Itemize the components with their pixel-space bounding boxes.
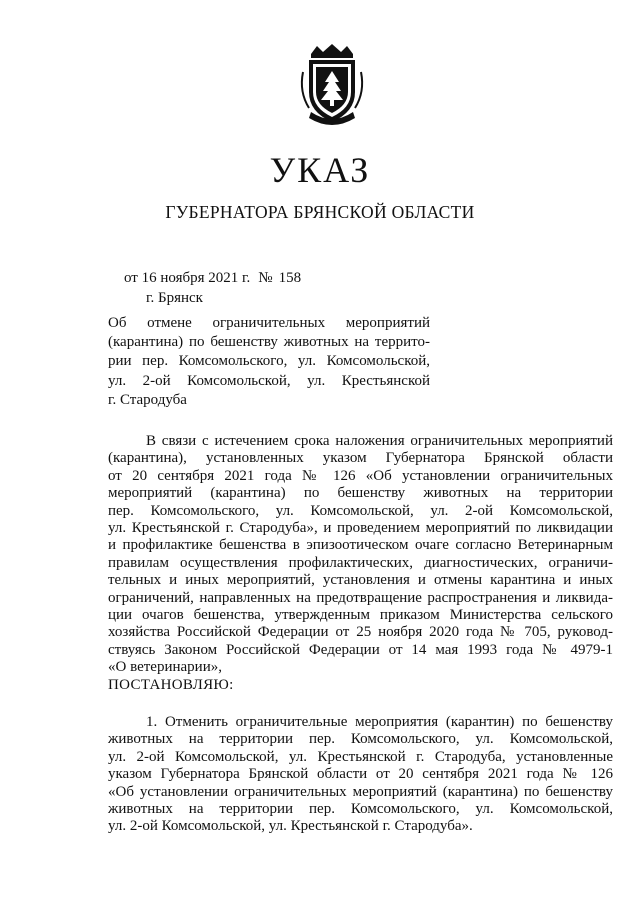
decree-point-1 [108, 714, 613, 836]
number-sign: № [258, 270, 273, 286]
subject-line: г. Стародуба [108, 391, 187, 408]
preamble-line: и профилактике бешенства в эпизоотическом очаге согласно Ветеринарным [108, 537, 613, 554]
point-line: ул. 2-ой Комсомольской, ул. Крестьянской г. Стародуба». [108, 818, 473, 835]
point-line: животных на территории пер. Комсомольского, ул. Комсомольской, [108, 801, 613, 818]
document-subtitle: ГУБЕРНАТОРА БРЯНСКОЙ ОБЛАСТИ [165, 202, 475, 222]
preamble-line: мероприятий (карантина) по бешенству животных на территории [108, 485, 613, 502]
point-line: ул. 2-ой Комсомольской, ул. Крестьянской г. Стародуба, установленные [108, 748, 613, 765]
preamble-line: пер. Комсомольского, ул. Комсомольской, ул. 2-ой Комсомольской, [108, 502, 613, 519]
preamble-paragraph [108, 433, 613, 694]
decree-date: от 16 ноября 2021 г. [124, 270, 251, 286]
decree-date-number [124, 268, 301, 288]
decree-city: г. Брянск [146, 290, 203, 306]
preamble-line: ограничений, направленных на предотвращение распространения и ликвида- [108, 589, 613, 606]
preamble-line: тельных и иных мероприятий, установления и отмены карантина и иных [108, 572, 613, 589]
preamble-line: ул. Крестьянской г. Стародуба», и проведением мероприятий по ликвидации [108, 520, 613, 537]
preamble-line: от 20 сентября 2021 года № 126 «Об установлении ограничительных [108, 467, 613, 484]
point-line: «Об установлении ограничительных мероприятий (карантина) по бешенству [108, 783, 613, 800]
preamble-line: (карантина), установленных указом Губернатора Брянской области [108, 450, 613, 467]
subject-line: Об отмене ограничительных мероприятий [108, 315, 430, 331]
subject-line: (карантина) по бешенству животных на террито- [108, 334, 430, 351]
preamble-line: «О ветеринарии», [108, 659, 222, 676]
point-line: указом Губернатора Брянской области от 20 сентября 2021 года № 126 [108, 766, 613, 783]
preamble-line: В связи с истечением срока наложения ограничительных мероприятий [146, 433, 613, 449]
point-line: животных на территории пер. Комсомольского, ул. Комсомольской, [108, 731, 613, 748]
subject-line: ул. 2-ой Комсомольской, ул. Крестьянской [108, 372, 430, 389]
preamble-line: хозяйства Российской Федерации от 25 ноября 2020 года № 705, руковод- [108, 624, 613, 641]
decree-subject [108, 314, 430, 410]
subject-line: рии пер. Комсомольского, ул. Комсомольской, [108, 353, 430, 370]
decree-word: ПОСТАНОВЛЯЮ: [108, 676, 234, 693]
point-line: 1. Отменить ограничительные мероприятия (карантин) по бешенству [146, 714, 613, 730]
preamble-line: ции очагов бешенства, утвержденным приказом Министерства сельского [108, 607, 613, 624]
coat-of-arms-icon [297, 42, 367, 128]
decree-number: 158 [278, 270, 302, 286]
document-title: УКАЗ [269, 150, 371, 190]
preamble-line: правилам осуществления профилактических, диагностических, ограничи- [108, 554, 613, 571]
preamble-line: ствуясь Законом Российской Федерации от 14 мая 1993 года № 4979-1 [108, 641, 613, 658]
